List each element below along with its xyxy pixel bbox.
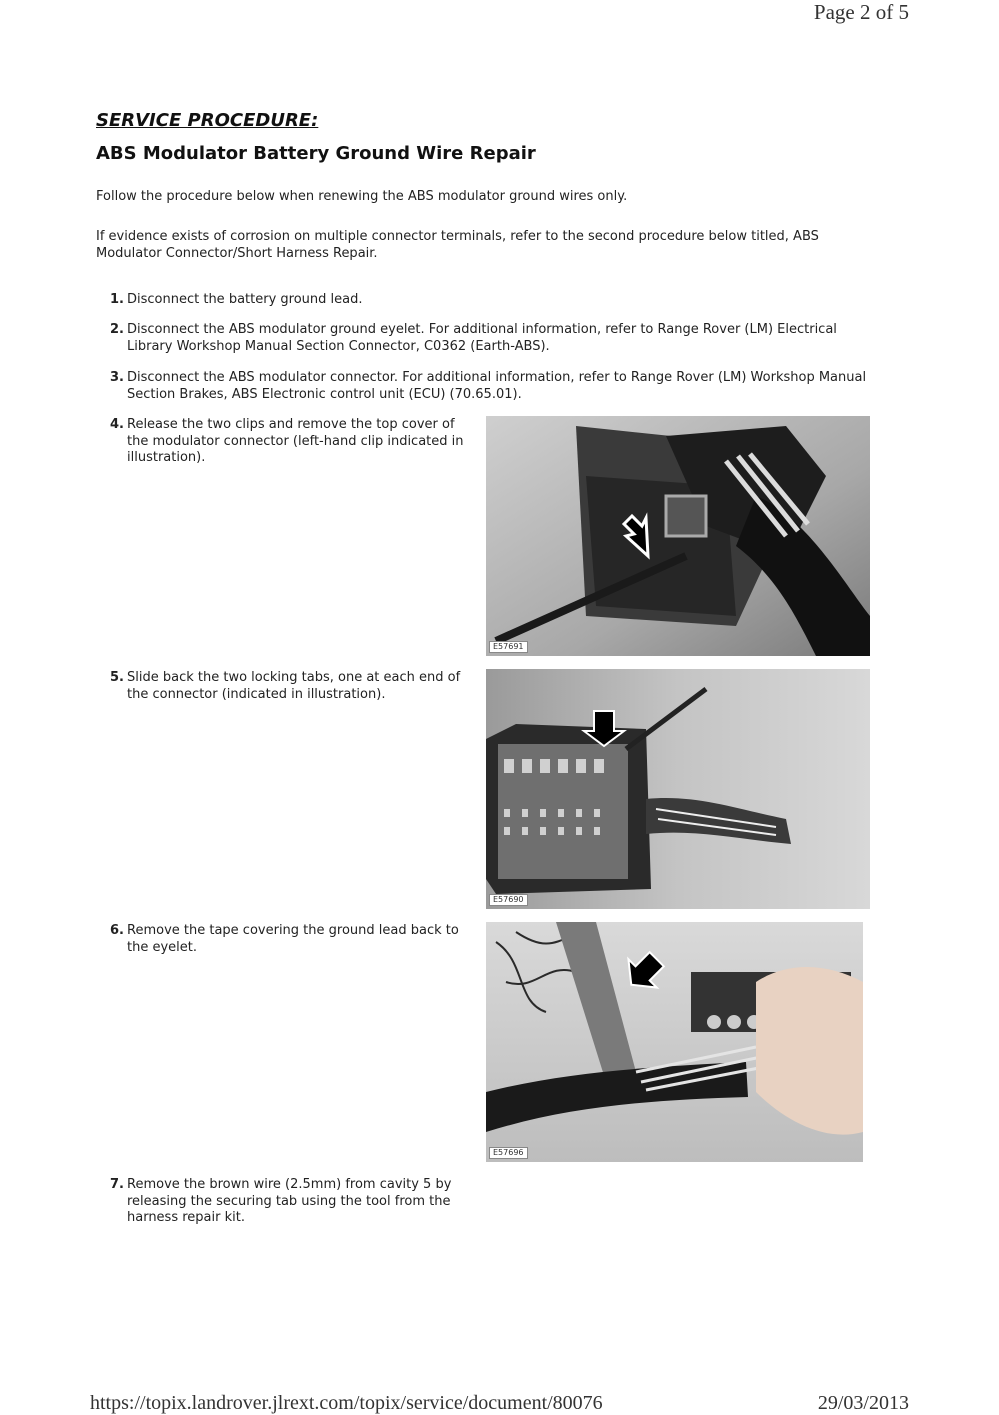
step-number: 1. xyxy=(110,292,124,307)
step-text: Remove the brown wire (2.5mm) from cavity 5 by releasing the securing tab using the tool from the harness repair kit. xyxy=(127,1177,452,1225)
step-number: 4. xyxy=(110,417,124,432)
footer-url: https://topix.landrover.jlrext.com/topix/service/document/80076 xyxy=(90,1392,603,1414)
illustration-photo xyxy=(486,669,870,909)
step-text: Disconnect the battery ground lead. xyxy=(127,292,363,307)
illustration-code: E57690 xyxy=(489,894,528,906)
step-number: 7. xyxy=(110,1177,124,1192)
intro-paragraph: If evidence exists of corrosion on multiple connector terminals, refer to the second procedure below titled, ABS Modulator Connector/Short Harness Repair. xyxy=(96,229,819,261)
illustration-code: E57691 xyxy=(489,641,528,653)
step-number: 2. xyxy=(110,322,124,337)
step-text: Release the two clips and remove the top cover of the modulator connector (left-hand clip indicated in illustration). xyxy=(127,417,464,465)
step-text: Disconnect the ABS modulator ground eyelet. For additional information, refer to Range Rover (LM) Electrical Library Workshop Manual Section Connector, C0362 (Earth-ABS). xyxy=(127,322,837,354)
illustration-photo xyxy=(486,922,863,1162)
page-number: Page 2 of 5 xyxy=(813,0,909,24)
step-text: Remove the tape covering the ground lead back to the eyelet. xyxy=(127,923,459,955)
step-number: 3. xyxy=(110,370,124,385)
step-number: 6. xyxy=(110,923,124,938)
illustration-photo xyxy=(486,416,870,656)
document-title: ABS Modulator Battery Ground Wire Repair xyxy=(96,143,536,164)
illustration-code: E57696 xyxy=(489,1147,528,1159)
section-heading: SERVICE PROCEDURE: xyxy=(96,110,319,131)
step-number: 5. xyxy=(110,670,124,685)
footer-date: 29/03/2013 xyxy=(817,1392,909,1414)
step-text: Slide back the two locking tabs, one at each end of the connector (indicated in illustration). xyxy=(127,670,461,702)
step-text: Disconnect the ABS modulator connector. For additional information, refer to Range Rover (LM) Workshop Manual Section Brakes, ABS Electronic control unit (ECU) (70.65.01). xyxy=(127,370,867,402)
intro-paragraph: Follow the procedure below when renewing the ABS modulator ground wires only. xyxy=(96,189,628,204)
